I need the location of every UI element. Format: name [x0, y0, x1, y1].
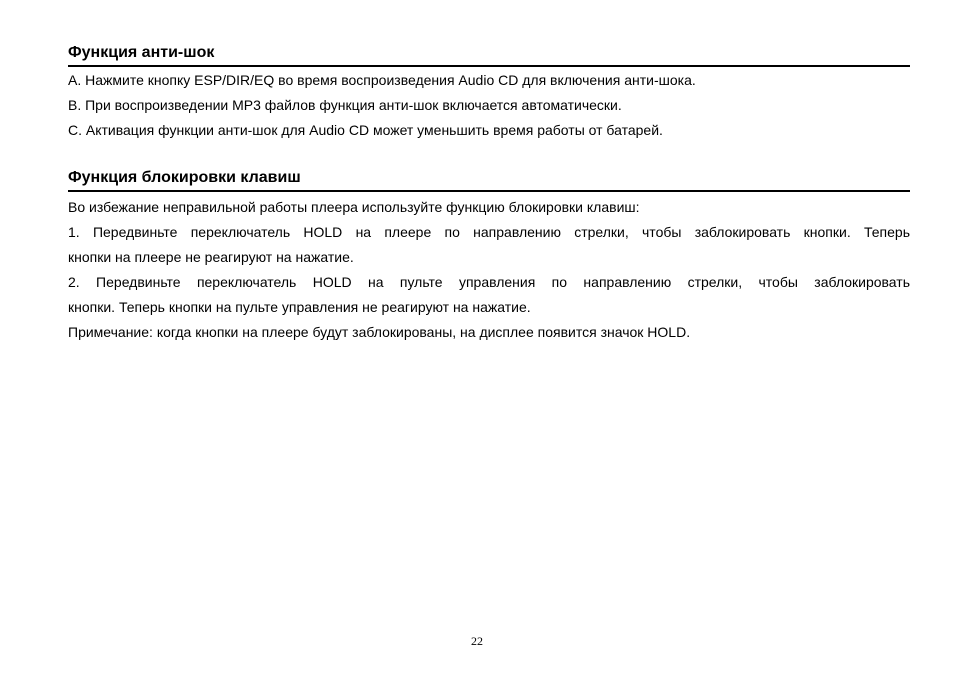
section-body-key-lock	[68, 192, 910, 345]
section-body-anti-shock	[68, 67, 910, 143]
paragraph-key-lock-item2-line1: 2. Передвиньте переключатель HOLD на пульте управления по направлению стрелки, чтобы заблокировать	[68, 274, 910, 290]
page-number: 22	[471, 634, 483, 648]
section-title-key-lock: Функция блокировки клавиш	[68, 169, 910, 192]
section-anti-shock	[68, 44, 910, 143]
paragraph-key-lock-intro: Во избежание неправильной работы плеера используйте функцию блокировки клавиш:	[68, 199, 640, 215]
paragraph-anti-shock-c: C. Активация функции анти-шок для Audio CD может уменьшить время работы от батарей.	[68, 122, 663, 138]
paragraph-key-lock-item1-line1: 1. Передвиньте переключатель HOLD на плеере по направлению стрелки, чтобы заблокировать кнопки. Теперь	[68, 224, 910, 240]
paragraph-anti-shock-a: A. Нажмите кнопку ESP/DIR/EQ во время воспроизведения Audio CD для включения анти-шока.	[68, 72, 696, 88]
paragraph-key-lock-item2-line2: кнопки. Теперь кнопки на пульте управления не реагируют на нажатие.	[68, 299, 531, 315]
section-key-lock	[68, 169, 910, 345]
paragraph-anti-shock-b: B. При воспроизведении MP3 файлов функция анти-шок включается автоматически.	[68, 97, 622, 113]
paragraph-key-lock-item1-line2: кнопки на плеере не реагируют на нажатие.	[68, 249, 354, 265]
paragraph-key-lock-note: Примечание: когда кнопки на плеере будут заблокированы, на дисплее появится значок HOLD.	[68, 324, 691, 340]
section-title-anti-shock: Функция анти-шок	[68, 44, 910, 67]
